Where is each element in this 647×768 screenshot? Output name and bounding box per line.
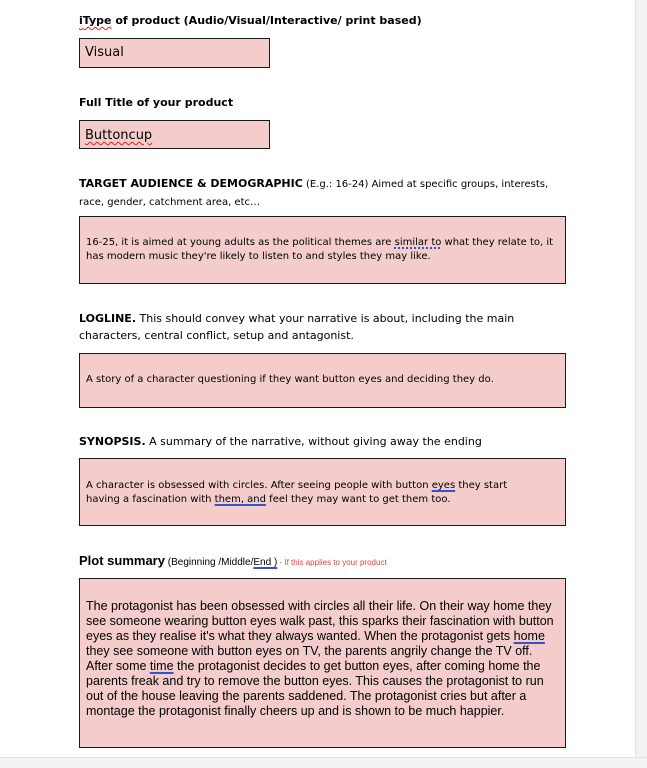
synopsis-field[interactable] xyxy=(79,458,566,526)
target-audience-value: 16-25, it is aimed at young adults as the political themes are similar to what they relate to, it has modern music they're likely to listen to and styles they may like. xyxy=(86,237,554,262)
type-of-product-field[interactable] xyxy=(79,38,270,68)
full-title-field[interactable] xyxy=(79,120,270,149)
type-of-product-label: iType of product (Audio/Visual/Interactive/ print based) xyxy=(79,14,422,27)
type-of-product-value: Visual xyxy=(85,45,124,60)
plot-summary-hint: If this applies to your product xyxy=(284,558,387,567)
page-edge xyxy=(635,0,647,767)
full-title-label: Full Title of your product xyxy=(79,96,234,109)
logline-value: A story of a character questioning if they want button eyes and deciding they do. xyxy=(86,374,494,385)
plot-summary-field[interactable] xyxy=(79,578,566,748)
page-bottom-edge xyxy=(0,757,647,768)
logline-field[interactable] xyxy=(79,353,566,408)
logline-label: LOGLINE. This should convey what your narrative is about, including the main characters, central conflict, setup and antagonist. xyxy=(79,312,515,342)
target-audience-field[interactable] xyxy=(79,216,566,284)
synopsis-value: A character is obsessed with circles. After seeing people with button eyes they start having a fascination with them, and feel they may want to get them too. xyxy=(86,480,508,505)
target-audience-label: TARGET AUDIENCE & DEMOGRAPHIC (E.g.: 16-24) Aimed at specific groups, interests, race, gender, catchment area, etc… xyxy=(79,177,549,208)
plot-summary-label: Plot summary (Beginning /Middle/End ) - If this applies to your product xyxy=(79,553,387,568)
plot-summary-value: The protagonist has been obsessed with circles all their life. On their way home they see someone wearing button eyes walk past, this sparks their fascination with button eyes as they realise it's what they always wanted. When the protagonist gets home they see someone with button eyes on TV, the parents angrily change the TV off. After some time the protagonist decides to get button eyes, after coming home the parents freak and try to remove the button eyes. This causes the protagonist to run out of the house leaving the parents saddened. The protagonist cries but after a montage the protagonist finally cheers up and is shown to be much happier. xyxy=(86,599,554,718)
full-title-value: Buttoncup xyxy=(85,128,153,143)
synopsis-label: SYNOPSIS. A summary of the narrative, without giving away the ending xyxy=(79,435,482,448)
